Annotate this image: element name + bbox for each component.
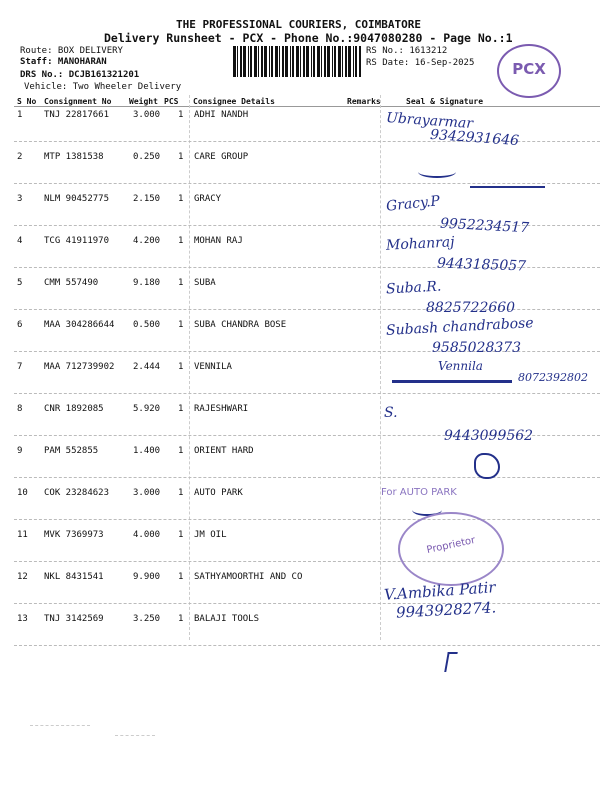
- barcode-bar: [279, 46, 280, 77]
- row-pcs: 1: [178, 362, 184, 372]
- barcode-bar: [282, 46, 284, 77]
- barcode-bar: [243, 46, 246, 77]
- barcode-bar: [258, 46, 259, 77]
- col-divider-consignee: [189, 95, 190, 640]
- barcode-bar: [233, 46, 236, 77]
- row-weight: 4.200: [133, 236, 161, 246]
- drs-number: DRS No.: DCJB161321201: [20, 70, 140, 80]
- row-consignment: CNR 1892085: [44, 404, 104, 414]
- row-weight: 9.900: [133, 572, 161, 582]
- row-pcs: 1: [178, 446, 184, 456]
- round-seal-row-11: [398, 512, 504, 586]
- barcode-image: [233, 46, 361, 77]
- barcode-bar: [264, 46, 267, 77]
- row-pcs: 1: [178, 194, 184, 204]
- barcode-bar: [290, 46, 291, 77]
- row-consignee: GRACY: [194, 194, 222, 204]
- row-consignee: SATHYAMOORTHI AND CO: [194, 572, 303, 582]
- row-consignment: COK 23284623: [44, 488, 110, 498]
- row-weight: 5.920: [133, 404, 161, 414]
- barcode-bar: [327, 46, 330, 77]
- row-sno: 2: [17, 152, 23, 162]
- row-consignment: TNJ 3142569: [44, 614, 104, 624]
- row-weight: 2.444: [133, 362, 161, 372]
- header-rule: [14, 106, 600, 107]
- row-weight: 4.000: [133, 530, 161, 540]
- row-weight: 3.000: [133, 488, 161, 498]
- barcode-bar: [348, 46, 351, 77]
- row-consignment: TCG 41911970: [44, 236, 110, 246]
- barcode-bar: [321, 46, 322, 77]
- pcx-stamp: [497, 44, 561, 98]
- row-consignee: SUBA CHANDRA BOSE: [194, 320, 287, 330]
- phone-row-3: 9952234517: [439, 215, 530, 237]
- barcode-bar: [355, 46, 357, 77]
- barcode-bar: [342, 46, 343, 77]
- row-weight: 2.150: [133, 194, 161, 204]
- barcode-bar: [292, 46, 294, 77]
- row-sno: 6: [17, 320, 23, 330]
- barcode-bar: [338, 46, 341, 77]
- row-consignee: RAJESHWARI: [194, 404, 249, 414]
- barcode-bar: [237, 46, 238, 77]
- row-consignment: TNJ 22817661: [44, 110, 110, 120]
- staff-label: Staff: MANOHARAN: [20, 57, 107, 67]
- rs-date: RS Date: 16-Sep-2025: [366, 58, 475, 68]
- vehicle-label: Vehicle: Two Wheeler Delivery: [24, 82, 182, 92]
- row-pcs: 1: [178, 110, 184, 120]
- row-divider: [14, 393, 600, 394]
- row-consignment: MVK 7369973: [44, 530, 104, 540]
- barcode-bar: [359, 46, 361, 77]
- phone-row-8: 9443099562: [444, 428, 534, 444]
- col-header-consignee: Consignee Details: [193, 97, 275, 106]
- row-sno: 1: [17, 110, 23, 120]
- col-header-signature: Seal & Signature: [406, 97, 484, 106]
- row-consignment: NKL 8431541: [44, 572, 104, 582]
- barcode-bar: [311, 46, 312, 77]
- row-consignee: VENNILA: [194, 362, 232, 372]
- barcode-bar: [248, 46, 249, 77]
- row-pcs: 1: [178, 278, 184, 288]
- signature-row-1: Ubrayarmar: [385, 109, 474, 133]
- scribble-row-2b: [470, 178, 545, 188]
- barcode-bar: [303, 46, 305, 77]
- barcode-bar: [254, 46, 257, 77]
- rs-number: RS No.: 1613212: [366, 46, 448, 56]
- barcode-bar: [317, 46, 320, 77]
- phone-row-4: 9443185057: [436, 255, 527, 275]
- row-sno: 13: [17, 614, 28, 624]
- row-consignee: JM OIL: [194, 530, 227, 540]
- barcode-bar: [345, 46, 347, 77]
- row-consignment: NLM 90452775: [44, 194, 110, 204]
- signature-row-13: [444, 652, 458, 672]
- signature-row-8: S.: [384, 405, 398, 421]
- barcode-bar: [269, 46, 270, 77]
- smudge: [30, 725, 90, 727]
- row-sno: 3: [17, 194, 23, 204]
- signature-row-12: V.Ambika Patir: [383, 578, 497, 604]
- signature-row-7: Vennila: [438, 359, 483, 373]
- barcode-bar: [353, 46, 354, 77]
- route-label: Route: BOX DELIVERY: [20, 46, 123, 56]
- barcode-bar: [285, 46, 288, 77]
- signature-row-4: Mohanraj: [385, 234, 455, 254]
- barcode-bar: [250, 46, 252, 77]
- row-weight: 1.400: [133, 446, 161, 456]
- scribble-row-9: [474, 453, 500, 479]
- row-consignee: AUTO PARK: [194, 488, 243, 498]
- barcode-bar: [324, 46, 326, 77]
- scribble-row-2: [418, 166, 456, 178]
- row-weight: 3.250: [133, 614, 161, 624]
- barcode-bar: [334, 46, 336, 77]
- row-sno: 10: [17, 488, 28, 498]
- row-weight: 3.000: [133, 110, 161, 120]
- row-pcs: 1: [178, 614, 184, 624]
- row-consignee: SUBA: [194, 278, 216, 288]
- row-sno: 11: [17, 530, 28, 540]
- row-divider: [14, 477, 600, 478]
- row-sno: 7: [17, 362, 23, 372]
- row-divider: [14, 603, 600, 604]
- row-consignment: MTP 1381538: [44, 152, 104, 162]
- row-consignment: MAA 712739902: [44, 362, 115, 372]
- row-divider: [14, 645, 600, 646]
- barcode-bar: [332, 46, 333, 77]
- barcode-bar: [261, 46, 263, 77]
- col-header-weight: Weight: [129, 97, 158, 106]
- row-pcs: 1: [178, 572, 184, 582]
- signature-row-3: Gracy.P: [385, 193, 441, 215]
- barcode-bar: [296, 46, 299, 77]
- col-header-pcs: PCS: [164, 97, 179, 106]
- row-sno: 9: [17, 446, 23, 456]
- col-header-sno: S No: [17, 97, 37, 106]
- row-sno: 5: [17, 278, 23, 288]
- row-divider: [14, 561, 600, 562]
- row-pcs: 1: [178, 236, 184, 246]
- row-sno: 4: [17, 236, 23, 246]
- row-weight: 9.180: [133, 278, 161, 288]
- barcode-bar: [271, 46, 273, 77]
- seal-text: Proprietor: [425, 534, 477, 557]
- barcode-bar: [275, 46, 278, 77]
- signature-row-5: Suba.R.: [385, 278, 442, 298]
- barcode-bar: [300, 46, 301, 77]
- row-weight: 0.500: [133, 320, 161, 330]
- row-consignment: PAM 552855: [44, 446, 99, 456]
- runsheet-title: Delivery Runsheet - PCX - Phone No.:9047080280 - Page No.:1: [104, 31, 513, 45]
- row-consignment: CMM 557490: [44, 278, 99, 288]
- row-consignee: MOHAN RAJ: [194, 236, 243, 246]
- row-weight: 0.250: [133, 152, 161, 162]
- stamp-row-10: For AUTO PARK: [381, 487, 457, 498]
- signature-row-6: Subash chandrabose: [385, 315, 534, 339]
- row-pcs: 1: [178, 404, 184, 414]
- phone-row-6: 9585028373: [432, 340, 522, 356]
- phone-row-7: 8072392802: [518, 371, 588, 384]
- row-consignee: CARE GROUP: [194, 152, 249, 162]
- row-consignment: MAA 304286644: [44, 320, 115, 330]
- col-header-consignment: Consignment No: [44, 97, 112, 106]
- row-pcs: 1: [178, 320, 184, 330]
- row-consignee: ADHI NANDH: [194, 110, 249, 120]
- phone-row-12: 9943928274.: [395, 598, 497, 622]
- row-sno: 8: [17, 404, 23, 414]
- phone-row-5: 8825722660: [426, 300, 516, 316]
- barcode-bar: [240, 46, 242, 77]
- strike-row-7: [392, 380, 512, 387]
- barcode-bar: [306, 46, 309, 77]
- row-sno: 12: [17, 572, 28, 582]
- barcode-bar: [313, 46, 315, 77]
- row-pcs: 1: [178, 152, 184, 162]
- row-pcs: 1: [178, 488, 184, 498]
- row-divider: [14, 519, 600, 520]
- phone-row-1: 9342931646: [429, 126, 520, 150]
- smudge: [115, 735, 155, 737]
- pcx-stamp-text: PCX: [512, 60, 546, 78]
- company-name: THE PROFESSIONAL COURIERS, COIMBATORE: [176, 18, 422, 31]
- col-header-remarks: Remarks: [347, 97, 381, 106]
- row-pcs: 1: [178, 530, 184, 540]
- row-consignee: ORIENT HARD: [194, 446, 254, 456]
- row-consignee: BALAJI TOOLS: [194, 614, 260, 624]
- col-divider-signature: [380, 95, 381, 640]
